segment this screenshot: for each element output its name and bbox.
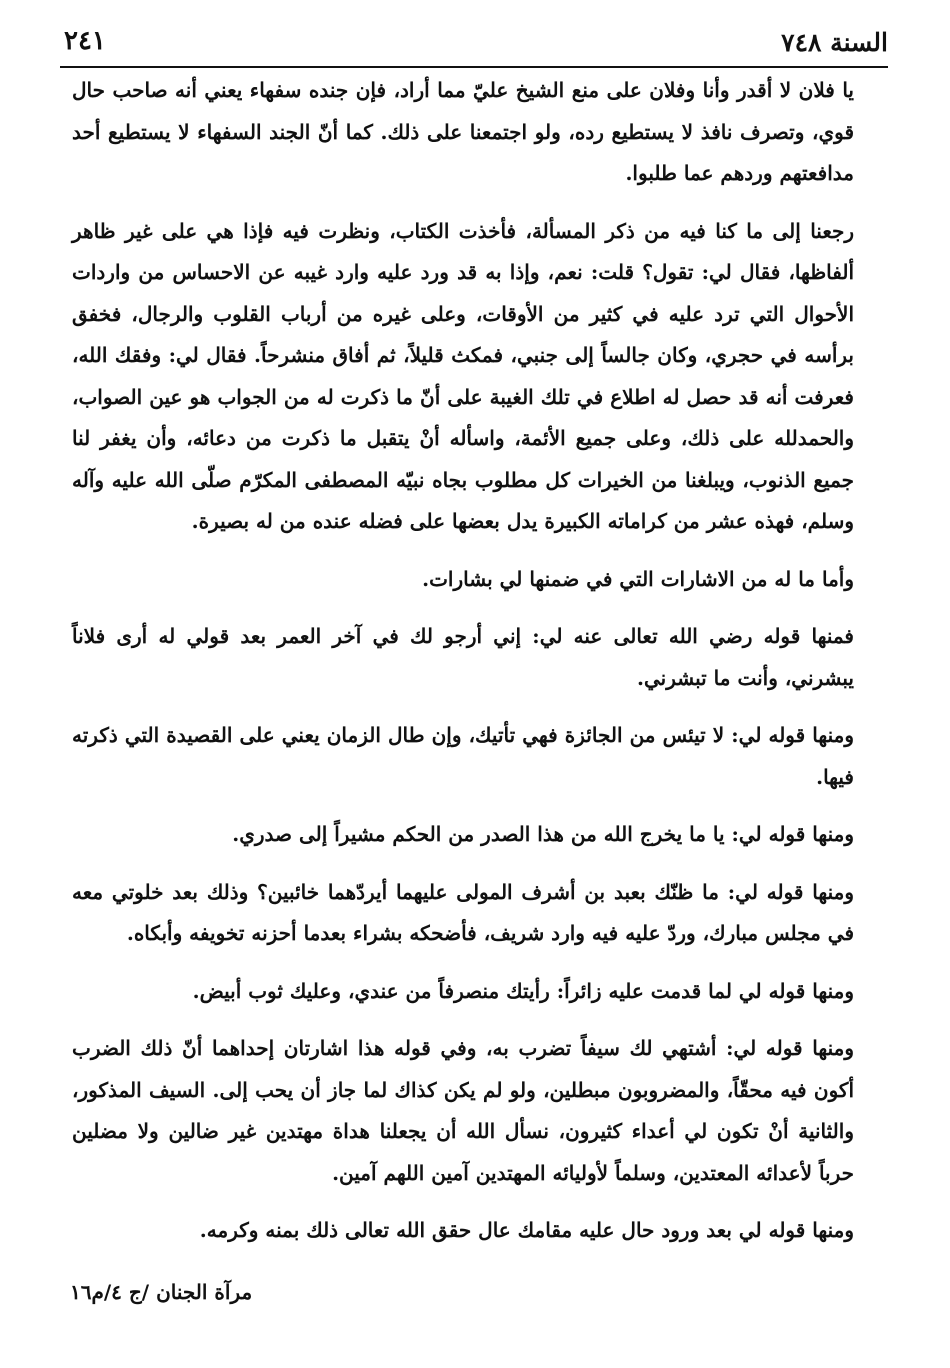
- main-text: [72, 70, 854, 1252]
- page-number: ٢٤١: [64, 26, 106, 56]
- footer-signature: مرآة الجنان /ج ٤/م١٦: [70, 1280, 253, 1304]
- paragraph-1: يا فلان لا أقدر وأنا وفلان على منع الشيخ عليّ مما أراد، فإن جنده سفهاء يعني أنه صاحب حال قوي، وتصرف نافذ لا يستطيع رده، ولو اجتمعنا على ذلك. كما أنّ الجند السفهاء لا يستطيع أحد مدافعتهم وردهم عما طلبوا.: [72, 78, 854, 185]
- paragraph-10: ومنها قوله لي بعد ورود حال عليه مقامك عال حقق الله تعالى ذلك بمنه وكرمه.: [199, 1218, 854, 1242]
- paragraph-5: ومنها قوله لي: لا تيئس من الجائزة فهي تأتيك، وإن طال الزمان يعني على القصيدة التي ذكرته فيها.: [72, 723, 854, 789]
- paragraph-2: رجعنا إلى ما كنا فيه من ذكر المسألة، فأخذت الكتاب، ونظرت فيه فإذا هي على غير ظاهر ألفاظها، فقال لي: تقول؟ قلت: نعم، وإذا به قد ورد عليه وارد غيبه عن الاحساس من واردات الأحوال التي ترد عليه في كثير من الأوقات، وعلى غيره من أرباب القلوب والرجال، فخفق برأسه في حجري، وكان جالساً إلى جنبي، فمكث قليلاً، ثم أفاق منشرحاً. فقال لي: وفقك الله، فعرفت أنه قد حصل له اطلاع في تلك الغيبة على أنّ ما ذكرت له من الجواب هو عين الصواب، والحمدلله على ذلك، وعلى جميع الأئمة، واسأله أنْ يتقبل ما ذكرت من دعائه، وأن يغفر لنا جميع الذنوب، ويبلغنا من الخيرات كل مطلوب بجاه نبيّه المصطفى المكرّم صلّى الله عليه وآله وسلم، فهذه عشر من كراماته الكبيرة يدل بعضها على فضله عنده من له بصيرة.: [72, 218, 854, 533]
- paragraph-3: وأما ما له من الاشارات التي في ضمنها لي بشارات.: [422, 566, 854, 591]
- paragraph-7: ومنها قوله لي: ما ظنّك بعبد بن أشرف المولى عليهما أيردّهما خائبين؟ وذلك بعد خلوتي معه في مجلس مبارك، وردّ عليه فيه وارد شريف، فأضحكه بشراء بعدما أحزنه تخويفه وأبكاه.: [72, 879, 854, 945]
- paragraph-4: فمنها قوله رضي الله تعالى عنه لي: إني أرجو لك في آخر العمر بعد قولي له أرى فلاناً يبشرني، وأنت ما تبشرني.: [72, 624, 854, 690]
- year-label: السنة ٧٤٨: [781, 28, 888, 57]
- paragraph-9: ومنها قوله لي: أشتهي لك سيفاً تضرب به، وفي قوله هذا اشارتان إحداهما أنّ ذلك الضرب أكون فيه محقّاً، والمضروبون مبطلين، ولو لم يكن كذاك لما جاز أن يحب إلى. السيف المذكور، والثانية أنْ تكون لي أعداء كثيرون، نسأل الله أن يجعلنا هداة مهتدين غير ضالين ولا مضلين حرباً لأعدائه المعتدين، وسلماً لأوليائه المهتدين آمين اللهم آمين.: [72, 1036, 854, 1185]
- paragraph-6: ومنها قوله لي: يا ما يخرج الله من هذا الصدر من الحكم مشيراً إلى صدري.: [232, 822, 854, 846]
- running-header: [60, 22, 888, 68]
- paragraph-8: ومنها قوله لي لما قدمت عليه زائراً: رأيتك منصرفاً من عندي، وعليك ثوب أبيض.: [192, 978, 854, 1003]
